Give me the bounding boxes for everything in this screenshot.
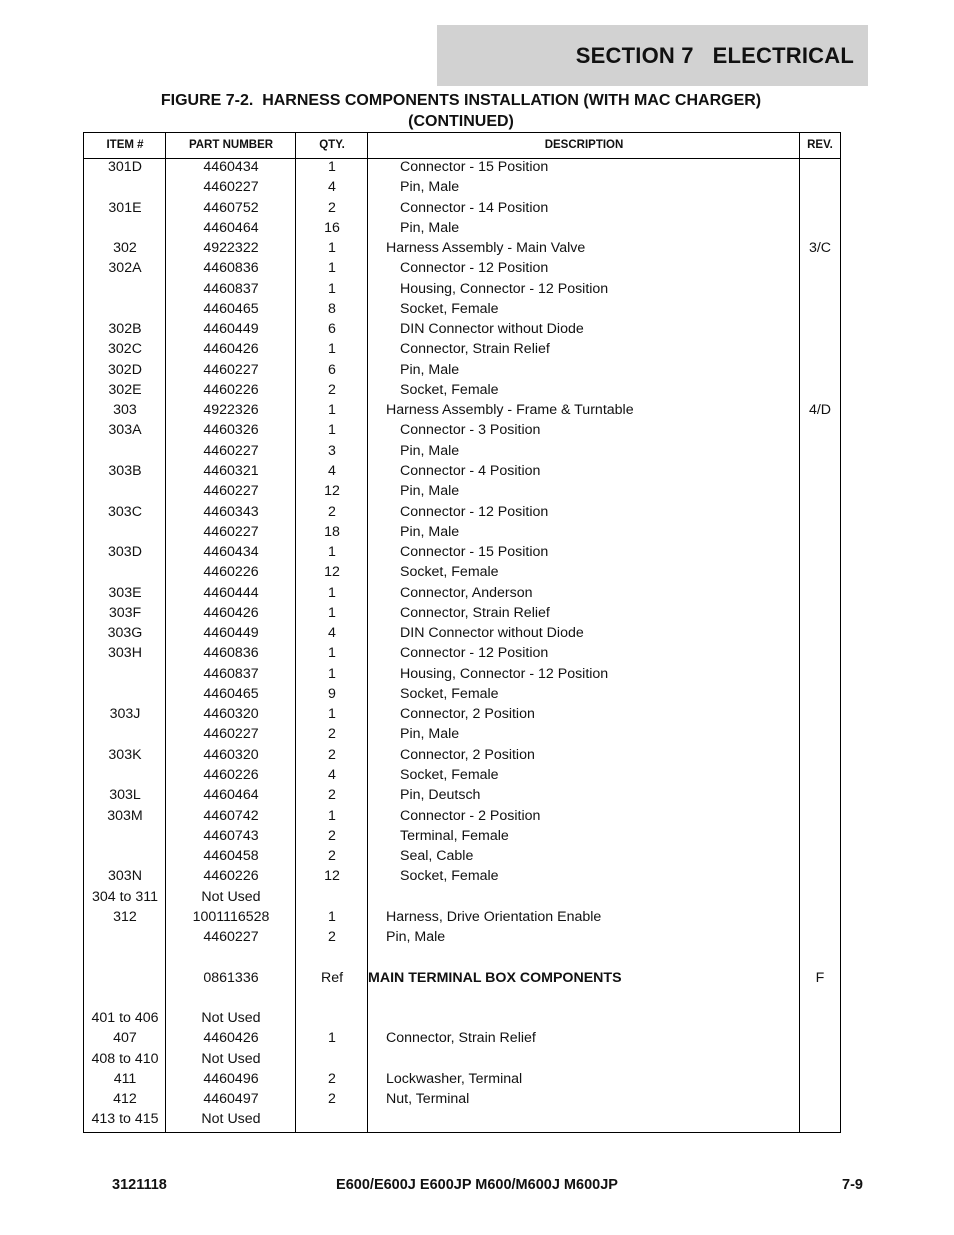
- part-number-cell: 4460226: [203, 564, 259, 581]
- description-cell: Socket, Female: [400, 564, 499, 581]
- part-number-cell: 0861336: [203, 969, 259, 986]
- description-cell: Terminal, Female: [400, 827, 509, 844]
- qty-cell: 1: [328, 908, 336, 925]
- table-row: [84, 463, 840, 483]
- part-number-cell: 4460226: [203, 766, 259, 783]
- table-row: [84, 159, 840, 179]
- qty-cell: 4: [328, 625, 336, 642]
- part-number-cell: 4460458: [203, 848, 259, 865]
- table-row: [84, 666, 840, 686]
- part-number-cell: 4460226: [203, 868, 259, 885]
- item-cell: 302D: [108, 361, 142, 378]
- qty-cell: 1: [328, 341, 336, 358]
- qty-cell: 6: [328, 361, 336, 378]
- description-cell: Pin, Deutsch: [400, 787, 481, 804]
- description-cell: Housing, Connector - 12 Position: [400, 280, 609, 297]
- item-cell: 303C: [108, 503, 142, 520]
- part-number-cell: 4460227: [203, 726, 259, 743]
- model-list: E600/E600J E600JP M600/M600J M600JP: [336, 1177, 618, 1193]
- qty-cell: 2: [328, 827, 336, 844]
- description-cell: Connector, Anderson: [400, 584, 533, 601]
- qty-cell: 2: [328, 848, 336, 865]
- table-row: [84, 747, 840, 767]
- description-cell: Pin, Male: [400, 219, 460, 236]
- item-cell: 302A: [108, 260, 142, 277]
- table-row: [84, 1051, 840, 1071]
- qty-cell: 1: [328, 807, 336, 824]
- table-row: [84, 362, 840, 382]
- section-title: SECTION 7 ELECTRICAL: [575, 42, 854, 68]
- part-number-cell: 4460497: [203, 1091, 259, 1108]
- item-cell: 301E: [108, 199, 142, 216]
- part-number-cell: 4460449: [203, 625, 259, 642]
- description-cell: Connector, Strain Relief: [386, 1030, 536, 1047]
- table-row: [84, 808, 840, 828]
- description-cell: Housing, Connector - 12 Position: [400, 665, 609, 682]
- description-cell: Connector, Strain Relief: [400, 341, 550, 358]
- table-row: [84, 909, 840, 929]
- description-cell: Pin, Male: [400, 726, 460, 743]
- table-row: [84, 726, 840, 746]
- qty-cell: 12: [324, 564, 340, 581]
- table-row: [84, 1010, 840, 1030]
- qty-cell: 1: [328, 280, 336, 297]
- part-number-cell: 4460743: [203, 827, 259, 844]
- header-part-number: PART NUMBER: [188, 139, 274, 151]
- description-cell: Harness Assembly - Frame & Turntable: [386, 402, 634, 419]
- table-body: [84, 159, 840, 1132]
- description-cell: Connector - 4 Position: [400, 462, 541, 479]
- description-cell: Connector - 12 Position: [400, 260, 549, 277]
- table-row: [84, 281, 840, 301]
- item-cell: 302E: [108, 381, 142, 398]
- qty-cell: 3: [328, 442, 336, 459]
- item-cell: 408 to 410: [91, 1050, 159, 1067]
- description-cell: Connector - 14 Position: [400, 199, 549, 216]
- qty-cell: 12: [324, 483, 340, 500]
- part-number-cell: 4460742: [203, 807, 259, 824]
- item-cell: 303N: [108, 868, 142, 885]
- qty-cell: 1: [328, 544, 336, 561]
- part-number-cell: 4460226: [203, 381, 259, 398]
- section-banner: [437, 25, 868, 86]
- table-row: [84, 321, 840, 341]
- qty-cell: Ref: [320, 969, 344, 986]
- item-cell: 303B: [108, 462, 142, 479]
- table-row: [84, 828, 840, 848]
- table-row: [84, 564, 840, 584]
- table-row: [84, 767, 840, 787]
- table-row: [84, 402, 840, 422]
- description-cell: Connector - 15 Position: [400, 544, 549, 561]
- part-number-cell: 4460464: [203, 787, 259, 804]
- item-cell: 413 to 415: [91, 1111, 159, 1128]
- qty-cell: 2: [328, 787, 336, 804]
- description-cell: Socket, Female: [400, 300, 499, 317]
- description-cell: Socket, Female: [400, 685, 499, 702]
- table-row: [84, 605, 840, 625]
- table-row: [84, 1030, 840, 1050]
- description-cell: Harness Assembly - Main Valve: [386, 240, 586, 257]
- doc-number: 3121118: [112, 1177, 167, 1193]
- description-cell: Nut, Terminal: [386, 1091, 470, 1108]
- part-number-cell: 4460434: [203, 544, 259, 561]
- description-cell: Pin, Male: [386, 929, 446, 946]
- qty-cell: 1: [328, 260, 336, 277]
- table-row: [84, 240, 840, 260]
- table-row: [84, 889, 840, 909]
- part-number-cell: 4922322: [203, 240, 259, 257]
- description-cell: Lockwasher, Terminal: [386, 1070, 523, 1087]
- item-cell: 303J: [109, 706, 141, 723]
- part-number-cell: 4460227: [203, 179, 259, 196]
- figure-title: [80, 90, 842, 132]
- description-cell: Connector - 12 Position: [400, 503, 549, 520]
- table-row: [84, 970, 840, 990]
- part-number-cell: 4460837: [203, 280, 259, 297]
- part-number-cell: 4460465: [203, 685, 259, 702]
- table-row: [84, 686, 840, 706]
- part-number-cell: 4460320: [203, 706, 259, 723]
- part-number-cell: 4460227: [203, 483, 259, 500]
- qty-cell: 4: [328, 462, 336, 479]
- item-cell: 302B: [108, 321, 142, 338]
- item-cell: 302C: [108, 341, 142, 358]
- description-cell: Connector, Strain Relief: [400, 604, 550, 621]
- part-number-cell: 1001116528: [192, 908, 270, 925]
- qty-cell: 2: [328, 726, 336, 743]
- table-row: [84, 949, 840, 969]
- table-row: [84, 260, 840, 280]
- qty-cell: 2: [328, 503, 336, 520]
- table-row: [84, 585, 840, 605]
- qty-cell: 9: [328, 685, 336, 702]
- description-cell: Connector - 15 Position: [400, 159, 549, 175]
- item-cell: 401 to 406: [91, 1010, 159, 1027]
- qty-cell: 4: [328, 766, 336, 783]
- table-row: [84, 200, 840, 220]
- item-cell: 303H: [108, 645, 142, 662]
- header-description: DESCRIPTION: [544, 139, 624, 151]
- description-cell: Seal, Cable: [400, 848, 474, 865]
- item-cell: 303G: [107, 625, 143, 642]
- part-number-cell: 4460426: [203, 1030, 259, 1047]
- item-cell: 302: [113, 240, 137, 257]
- item-cell: 303L: [109, 787, 141, 804]
- description-cell: DIN Connector without Diode: [400, 625, 584, 642]
- table-header: [84, 133, 840, 159]
- part-number-cell: 4460444: [203, 584, 259, 601]
- qty-cell: 4: [328, 179, 336, 196]
- figure-title-line-1: FIGURE 7-2. HARNESS COMPONENTS INSTALLATION (WITH MAC CHARGER): [160, 92, 762, 109]
- description-cell: MAIN TERMINAL BOX COMPONENTS: [368, 969, 622, 986]
- part-number-cell: 4460752: [203, 199, 259, 216]
- table-row: [84, 848, 840, 868]
- part-number-cell: 4460464: [203, 219, 259, 236]
- qty-cell: 12: [324, 868, 340, 885]
- qty-cell: 1: [328, 422, 336, 439]
- part-number-cell: 4460496: [203, 1070, 259, 1087]
- part-number-cell: 4922326: [203, 402, 259, 419]
- part-number-cell: 4460837: [203, 665, 259, 682]
- item-cell: 303A: [108, 422, 142, 439]
- table-row: [84, 1111, 840, 1131]
- description-cell: Connector - 12 Position: [400, 645, 549, 662]
- qty-cell: 1: [328, 604, 336, 621]
- table-row: [84, 341, 840, 361]
- description-cell: Connector - 2 Position: [400, 807, 541, 824]
- table-row: [84, 483, 840, 503]
- table-row: [84, 524, 840, 544]
- header-rev: REV.: [807, 139, 833, 151]
- description-cell: Connector, 2 Position: [400, 706, 535, 723]
- part-number-cell: 4460227: [203, 523, 259, 540]
- item-cell: 301D: [108, 159, 142, 175]
- qty-cell: 8: [328, 300, 336, 317]
- part-number-cell: 4460227: [203, 361, 259, 378]
- description-cell: Socket, Female: [400, 868, 499, 885]
- part-number-cell: 4460426: [203, 604, 259, 621]
- qty-cell: 1: [328, 665, 336, 682]
- part-number-cell: 4460326: [203, 422, 259, 439]
- table-row: [84, 990, 840, 1010]
- qty-cell: 2: [328, 199, 336, 216]
- qty-cell: 1: [328, 706, 336, 723]
- description-cell: Socket, Female: [400, 381, 499, 398]
- qty-cell: 16: [324, 219, 340, 236]
- part-number-cell: 4460434: [203, 159, 259, 175]
- part-number-cell: 4460426: [203, 341, 259, 358]
- part-number-cell: 4460449: [203, 321, 259, 338]
- table-row: [84, 544, 840, 564]
- table-row: [84, 1071, 840, 1091]
- part-number-cell: 4460343: [203, 503, 259, 520]
- table-row: [84, 443, 840, 463]
- item-cell: 411: [113, 1070, 137, 1087]
- qty-cell: 2: [328, 746, 336, 763]
- qty-cell: 2: [328, 1091, 336, 1108]
- description-cell: Pin, Male: [400, 361, 460, 378]
- table-row: [84, 625, 840, 645]
- qty-cell: 18: [324, 523, 340, 540]
- table-row: [84, 706, 840, 726]
- table-row: [84, 422, 840, 442]
- part-number-cell: 4460836: [203, 645, 259, 662]
- description-cell: Harness, Drive Orientation Enable: [386, 908, 602, 925]
- part-number-cell: 4460227: [203, 442, 259, 459]
- header-qty: QTY.: [319, 139, 345, 151]
- part-number-cell: Not Used: [201, 1050, 261, 1067]
- qty-cell: 1: [328, 1030, 336, 1047]
- qty-cell: 1: [328, 402, 336, 419]
- table-row: [84, 645, 840, 665]
- part-number-cell: 4460465: [203, 300, 259, 317]
- qty-cell: 2: [328, 1070, 336, 1087]
- table-row: [84, 382, 840, 402]
- qty-cell: 2: [328, 381, 336, 398]
- part-number-cell: 4460321: [203, 462, 259, 479]
- description-cell: Pin, Male: [400, 442, 460, 459]
- item-cell: 304 to 311: [91, 888, 158, 905]
- description-cell: Pin, Male: [400, 523, 460, 540]
- figure-title-line-2: (CONTINUED): [408, 113, 514, 130]
- table-row: [84, 504, 840, 524]
- qty-cell: 6: [328, 321, 336, 338]
- parts-table: [83, 132, 841, 1133]
- qty-cell: 1: [328, 584, 336, 601]
- part-number-cell: 4460320: [203, 746, 259, 763]
- qty-cell: 1: [328, 159, 336, 175]
- item-cell: 303F: [108, 604, 142, 621]
- description-cell: Pin, Male: [400, 179, 460, 196]
- qty-cell: 1: [328, 645, 336, 662]
- table-row: [84, 868, 840, 888]
- item-cell: 312: [113, 908, 137, 925]
- header-item: ITEM #: [106, 139, 144, 151]
- part-number-cell: 4460836: [203, 260, 259, 277]
- table-row: [84, 1091, 840, 1111]
- description-cell: Connector, 2 Position: [400, 746, 535, 763]
- description-cell: Connector - 3 Position: [400, 422, 541, 439]
- table-row: [84, 220, 840, 240]
- description-cell: DIN Connector without Diode: [400, 321, 584, 338]
- rev-cell: 4/D: [808, 402, 832, 419]
- table-row: [84, 787, 840, 807]
- table-row: [84, 929, 840, 949]
- item-cell: 303E: [108, 584, 142, 601]
- part-number-cell: Not Used: [201, 1111, 261, 1128]
- item-cell: 303K: [108, 746, 142, 763]
- part-number-cell: Not Used: [201, 1010, 261, 1027]
- description-cell: Pin, Male: [400, 483, 460, 500]
- qty-cell: 2: [328, 929, 336, 946]
- part-number-cell: 4460227: [203, 929, 259, 946]
- page-number: 7-9: [842, 1177, 863, 1193]
- item-cell: 303M: [107, 807, 143, 824]
- item-cell: 412: [113, 1091, 137, 1108]
- table-row: [84, 179, 840, 199]
- item-cell: 303D: [108, 544, 142, 561]
- rev-cell: F: [815, 969, 825, 986]
- table-row: [84, 301, 840, 321]
- item-cell: 407: [113, 1030, 137, 1047]
- item-cell: 303: [113, 402, 137, 419]
- rev-cell: 3/C: [808, 240, 832, 257]
- qty-cell: 1: [328, 240, 336, 257]
- part-number-cell: Not Used: [201, 888, 261, 905]
- description-cell: Socket, Female: [400, 766, 499, 783]
